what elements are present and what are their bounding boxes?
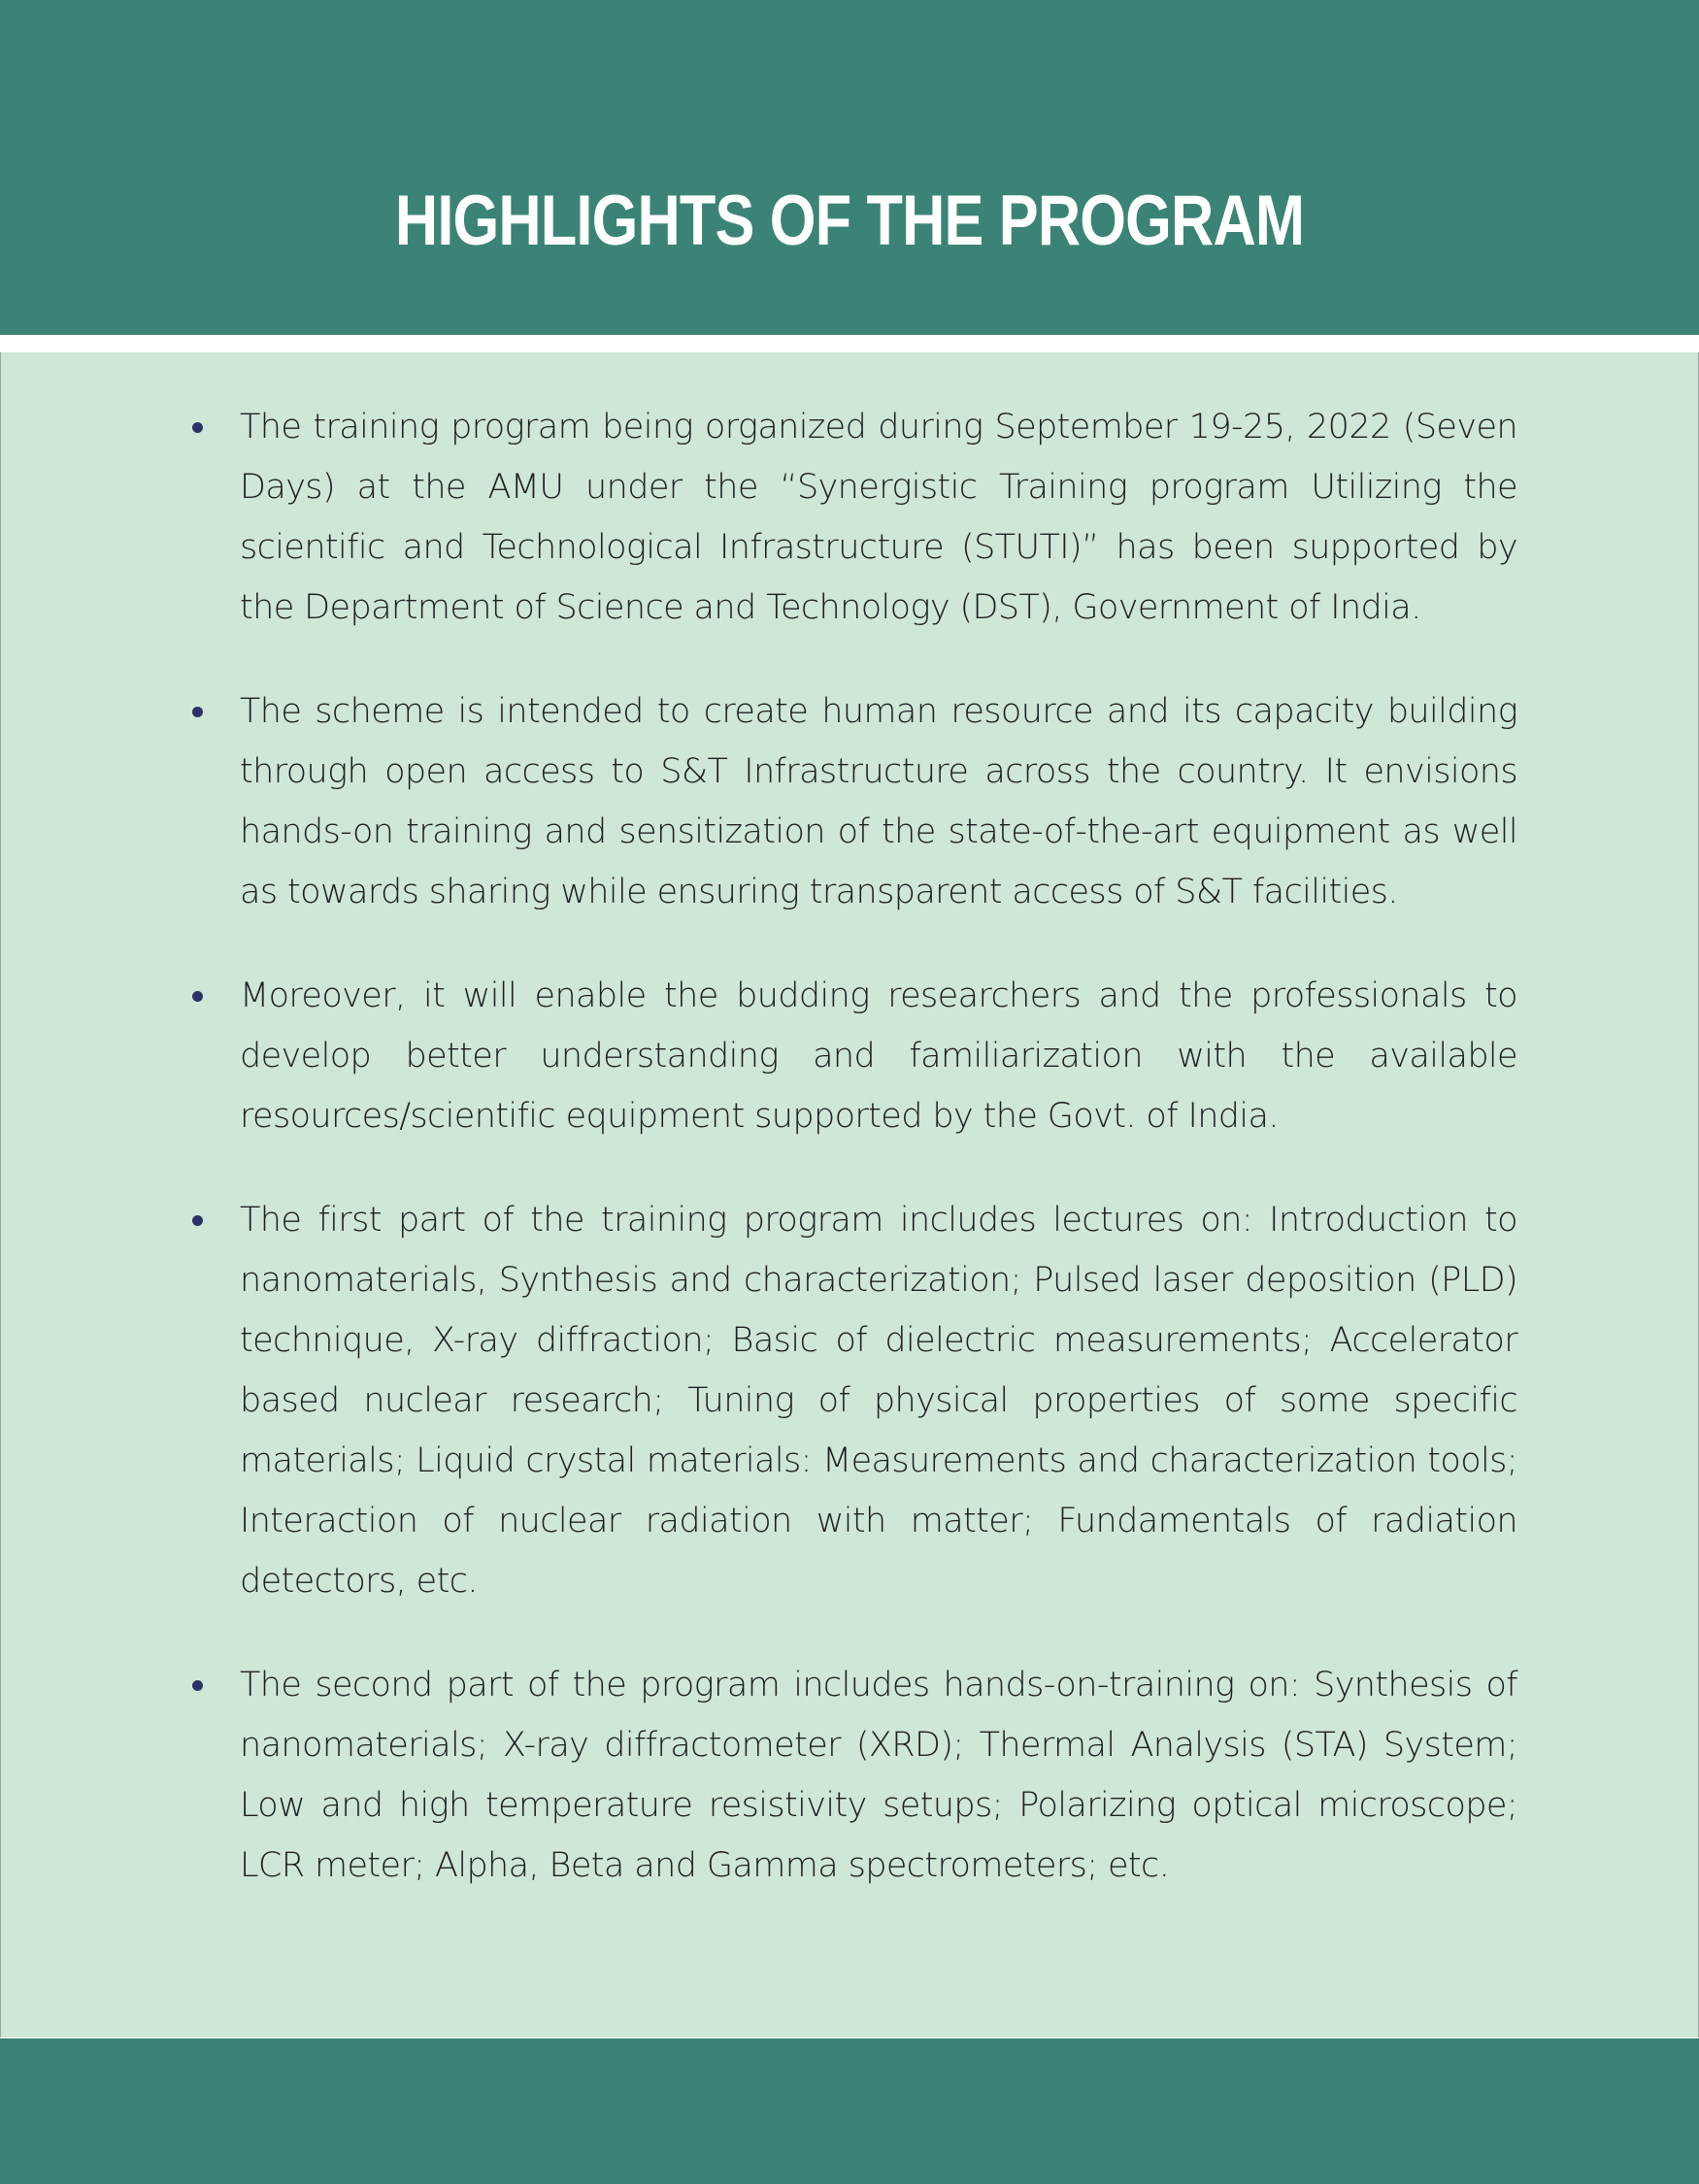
footer-band (0, 2038, 1699, 2184)
highlight-item-2 (240, 681, 1517, 922)
bullet-icon (192, 1680, 203, 1691)
highlight-item-4 (240, 1190, 1517, 1611)
highlight-text: The second part of the program includes hands-on-training on: Synthesis of nanomaterials; X-ray diffractometer (XRD); Thermal Analysis (STA) System; Low and high temperature resistivity setups; Polarizing optical microscope; LCR meter; Alpha, Beta and Gamma spectrometers; etc. (240, 1666, 1517, 1885)
bullet-icon (192, 1215, 203, 1226)
bullet-icon (192, 707, 203, 717)
bullet-icon (192, 991, 203, 1002)
highlight-item-1 (240, 397, 1517, 638)
highlights-list (240, 397, 1517, 1939)
header-band (0, 0, 1699, 335)
page-title: HIGHLIGHTS OF THE PROGRAM (394, 182, 1305, 260)
highlight-item-3 (240, 966, 1517, 1146)
highlight-text: Moreover, it will enable the budding researchers and the professionals to develop better understanding and familiarization with the available resources/scientific equipment supported by the Govt. of India. (240, 976, 1517, 1136)
highlight-text: The training program being organized during September 19-25, 2022 (Seven Days) at the AMU under the “Synergistic Training program Utilizing the scientific and Technological Infrastructure (STUTI)” has been supported by the Department of Science and Technology (DST), Government of India. (240, 408, 1517, 627)
bullet-icon (192, 422, 203, 433)
highlight-text: The scheme is intended to create human resource and its capacity building through open access to S&T Infrastructure across the country. It envisions hands-on training and sensitization of the state-of-the-art equipment as well as towards sharing while ensuring transparent access of S&T facilities. (240, 692, 1517, 911)
highlight-text: The first part of the training program includes lectures on: Introduction to nanomaterials, Synthesis and characterization; Pulsed laser deposition (PLD) technique, X-ray diffraction; Basic of dielectric measurements; Accelerator based nuclear research; Tuning of physical properties of some specific materials; Liquid crystal materials: Measurements and characterization tools; Interaction of nuclear radiation with matter; Fundamentals of radiation detectors, etc. (240, 1201, 1517, 1601)
highlight-item-5 (240, 1655, 1517, 1896)
